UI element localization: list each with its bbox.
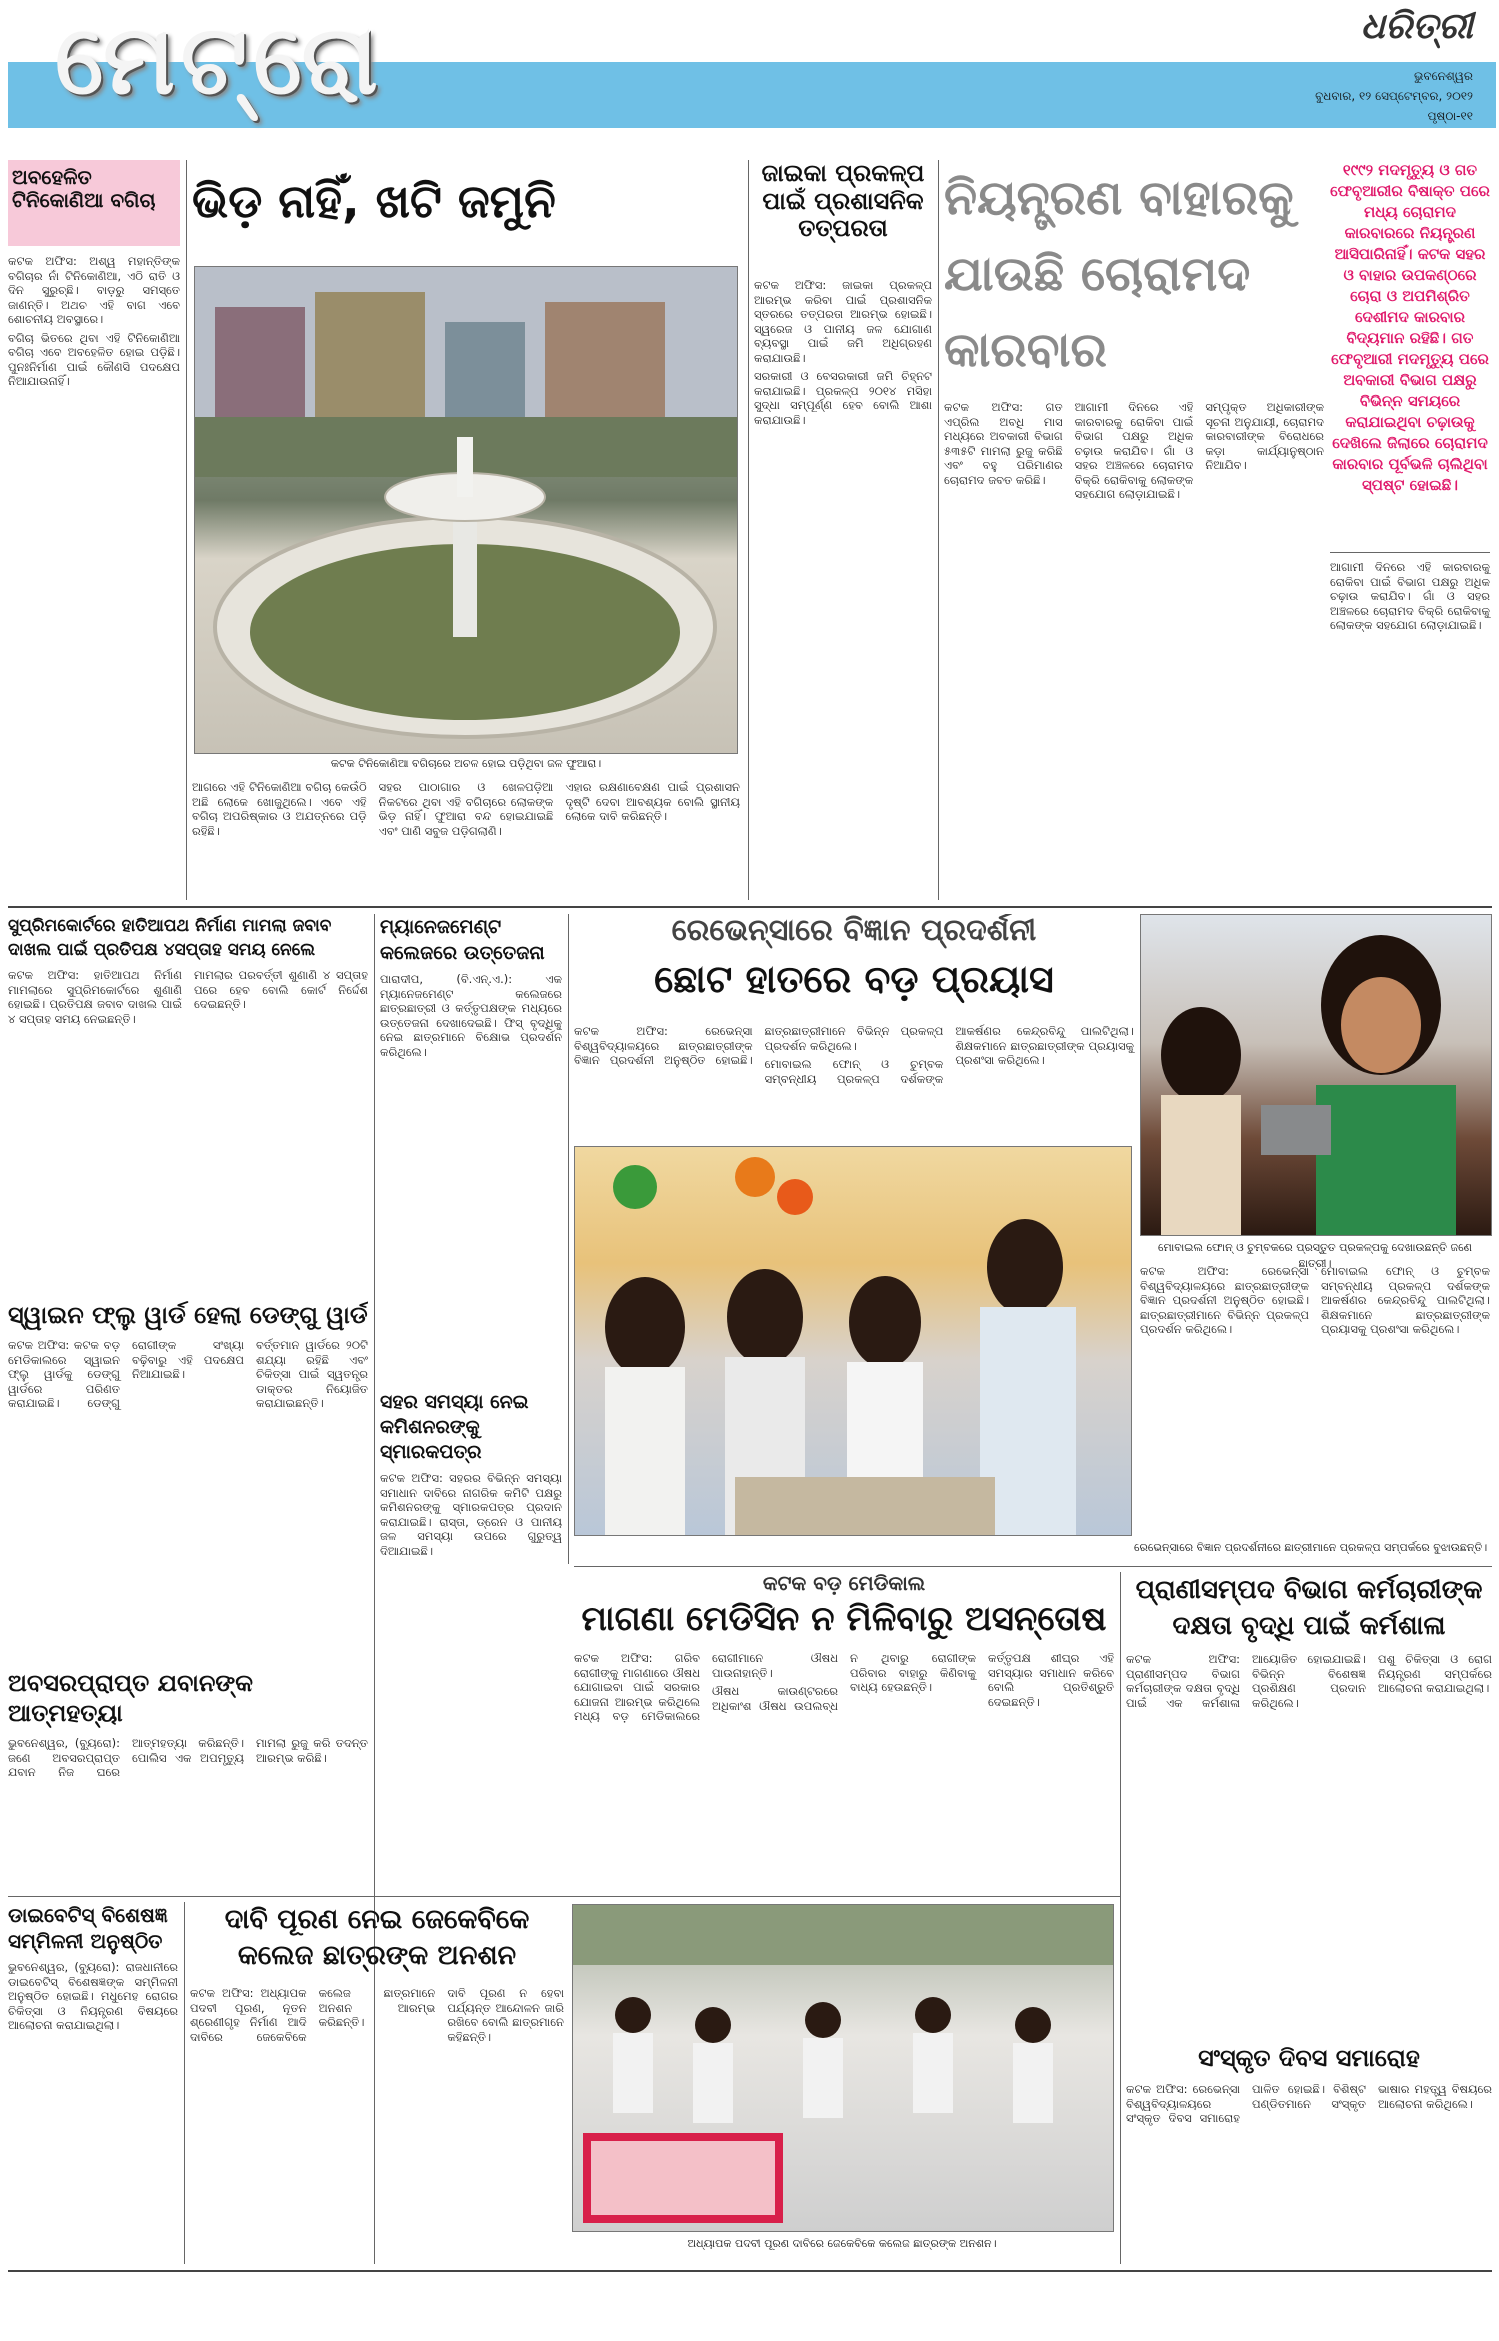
paragraph: କଟକ ଅଫିସ: ଅଧ୍ୟାପକ ପଦବୀ ପୂରଣ, ନୂତନ ଶ୍ରେଣୀଗୃହ ନିର୍ମାଣ ଆଦି ଦାବିରେ ଜେକେବିକେ କଲେଜ ଛାତ୍ରମାନେ ଅନଶନ ଆରମ୍ଭ କରିଛନ୍ତି।: [190, 1986, 436, 2044]
masthead-page: ପୃଷ୍ଠା-୧୧: [1427, 109, 1473, 123]
article-supreme-court: [8, 914, 368, 1294]
article-sidebar: ୧୯୯୨ ମଦମୃତ୍ୟୁ ଓ ଗତ ଫେବୃଆରୀର ବିଷାକ୍ତ ପରେ ମଧ୍ୟ ଚୋରାମଦ କାରବାରରେ ନିୟନ୍ତ୍ରଣ ଆସିପାରିନାହିଁ। କଟକ ସହର ଓ ବାହାର ଉପକଣ୍ଠରେ ଚୋରା ଓ ଅପମିଶ୍ରିତ ଦେଶୀମଦ କାରବାର ବିଦ୍ୟମାନ ରହିଛି। ଗତ ଫେବୃଆରୀ ମଦମୃତ୍ୟୁ ପରେ ଅବକାରୀ ବିଭାଗ ପକ୍ଷରୁ ବିଭିନ୍ନ ସମୟରେ କରାଯାଇଥିବା ଚଢ଼ାଉକୁ ଦେଖିଲେ ଜିଲାରେ ଚୋରାମଦ କାରବାର ପୂର୍ବଭଳି ଚାଲିଥିବା ସ୍ପଷ୍ଟ ହୋଇଛି।: [1330, 161, 1490, 494]
column-rule: [1120, 1572, 1121, 2264]
masthead: [0, 0, 1499, 130]
article-headline: ମ୍ୟାନେଜମେଣ୍ଟ କଲେଜରେ ଉତ୍ତେଜନା: [380, 916, 545, 964]
article-body: [192, 780, 740, 898]
section-rule: [8, 1896, 1120, 1897]
article-suicide: [8, 1668, 368, 1888]
paragraph: କଟକ ଅଫିସ: ପ୍ରାଣୀସମ୍ପଦ ବିଭାଗ କର୍ମଚାରୀଙ୍କ ଦକ୍ଷତା ବୃଦ୍ଧି ପାଇଁ ଏକ କର୍ମଶାଳା ଆୟୋଜିତ ହୋଇଯାଇଛି। ବିଭିନ୍ନ ବିଶେଷଜ୍ଞ ପ୍ରଶିକ୍ଷଣ ପ୍ରଦାନ କରିଥିଲେ।: [1126, 1652, 1366, 1710]
article-management-college: [380, 914, 562, 1214]
paragraph: କଟକ ଅଫିସ: ରେଭେନ୍ସା ବିଶ୍ୱବିଦ୍ୟାଳୟରେ ସଂସ୍କୃତ ଦିବସ ସମାରୋହ ପାଳିତ ହୋଇଛି। ବିଶିଷ୍ଟ ପଣ୍ଡିତମାନେ ସଂସ୍କୃତ ଭାଷାର ମହତ୍ତ୍ୱ ବିଷୟରେ ଆଲୋଚନା କରିଥିଲେ।: [1126, 2082, 1492, 2125]
article-body: [944, 400, 1324, 896]
article-hooch: [944, 160, 1492, 900]
paragraph: ଭୁବନେଶ୍ୱର, (ବ୍ୟୁରୋ): ରାଜଧାନୀରେ ଡାଇବେଟିସ୍ ବିଶେଷଜ୍ଞଙ୍କ ସମ୍ମିଳନୀ ଅନୁଷ୍ଠିତ ହୋଇଛି। ମଧୁମେହ ରୋଗର ଚିକିତ୍ସା ଓ ନିୟନ୍ତ୍ରଣ ବିଷୟରେ ଆଲୋଚନା କରାଯାଇଥିଲା।: [8, 1960, 178, 2032]
article-body-continued: [1140, 1264, 1490, 1534]
photo-caption: କଟକ ଟିନିକୋଣିଆ ବଗିଚାରେ ଅଚଳ ହୋଇ ପଡ଼ିଥିବା ଜଳ ଫୁଆରା।: [330, 757, 602, 770]
students-illustration: [575, 1147, 1131, 1535]
section-rule: [574, 1566, 1492, 1567]
fountain-illustration: [195, 267, 737, 753]
article-free-medicine: [574, 1572, 1114, 1892]
masthead-city: ଭୁବନେଶ୍ୱର: [1414, 69, 1473, 83]
article-body: [8, 1960, 178, 2033]
article-body: [8, 1736, 368, 1888]
exhibition-caption: ରେଭେନ୍ସାରେ ବିଜ୍ଞାନ ପ୍ରଦର୍ଶନୀରେ ଛାତ୍ରୀମାନେ ପ୍ରକଳ୍ପ ସମ୍ପର୍କରେ ବୁଝାଉଛନ୍ତି।: [1134, 1541, 1488, 1554]
photo-caption: ଅଧ୍ୟାପକ ପଦବୀ ପୂରଣ ଦାବିରେ ଜେକେବିକେ କଲେଜ ଛାତ୍ରଙ୍କ ଅନଶନ।: [687, 2237, 997, 2250]
column-rule: [938, 160, 939, 900]
page-bottom-rule: [8, 2270, 1492, 2272]
paragraph: କର୍ତ୍ତୃପକ୍ଷ ଶୀଘ୍ର ଏହି ସମସ୍ୟାର ସମାଧାନ କରିବେ ବୋଲି ପ୍ରତିଶ୍ରୁତି ଦେଇଛନ୍ତି।: [988, 1651, 1114, 1709]
paragraph: ଦାବି ପୂରଣ ନ ହେବା ପର୍ଯ୍ୟନ୍ତ ଆନ୍ଦୋଳନ ଜାରି ରଖିବେ ବୋଲି ଛାତ୍ରମାନେ କହିଛନ୍ତି।: [447, 1986, 564, 2044]
portrait-caption: ମୋବାଇଲ ଫୋନ୍ ଓ ଚୁମ୍ବକରେ ପ୍ରସ୍ତୁତ ପ୍ରକଳ୍ପକୁ ଦେଖାଉଛନ୍ତି ଜଣେ ଛାତ୍ରୀ।: [1158, 1241, 1472, 1270]
paragraph: ମୋବାଇଲ ଫୋନ୍ ଓ ଚୁମ୍ବକ ସମ୍ବନ୍ଧୀୟ ପ୍ରକଳ୍ପ ଦର୍ଶକଙ୍କ ଆକର୍ଷଣର କେନ୍ଦ୍ରବିନ୍ଦୁ ପାଲଟିଥିଲା। ଶିକ୍ଷକମାନେ ଛାତ୍ରଛାତ୍ରୀଙ୍କ ପ୍ରୟାସକୁ ପ୍ରଶଂସା କରିଥିଲେ।: [764, 1024, 1134, 1086]
article-headline: ଅବସରପ୍ରାପ୍ତ ଯବାନଙ୍କ ଆତ୍ମହତ୍ୟା: [8, 1669, 253, 1727]
section-title: ମେଟ୍ରୋ: [55, 4, 384, 116]
masthead-info: [1213, 66, 1473, 126]
article-body: [574, 1651, 1114, 1881]
paragraph: କଟକ ଅଫିସ: ହାତିଆପଥ ନିର୍ମାଣ ମାମଲାରେ ସୁପ୍ରିମକୋର୍ଟରେ ଶୁଣାଣି ହୋଇଛି। ପ୍ରତିପକ୍ଷ ଜବାବ ଦାଖଲ ପାଇଁ ୪ ସପ୍ତାହ ସମୟ ନେଇଛନ୍ତି।: [8, 968, 182, 1026]
paragraph: ଆଗାମୀ ଦିନରେ ଏହି କାରବାରକୁ ରୋକିବା ପାଇଁ ବିଭାଗ ପକ୍ଷରୁ ଅଧିକ ଚଢ଼ାଉ କରାଯିବ। ଗାଁ ଓ ସହର ଅଞ୍ଚଳରେ ଚୋରାମଦ ବିକ୍ରି ରୋକିବାକୁ ଲୋକଙ୍କ ସହଯୋଗ ଲୋଡ଼ାଯାଇଛି।: [1330, 560, 1490, 632]
paragraph: କଟକ ଅଫିସ: ଗରିବ ରୋଗୀଙ୍କୁ ମାଗଣାରେ ଔଷଧ ଯୋଗାଇବା ପାଇଁ ସରକାର ଯୋଜନା ଆରମ୍ଭ କରିଥିଲେ ମଧ୍ୟ ବଡ଼ ମେଡିକାଲରେ ରୋଗୀମାନେ ଔଷଧ ପାଉନାହାନ୍ତି।: [574, 1651, 838, 1723]
article-body: [574, 1024, 1134, 1120]
article-headline: ସ୍ୱାଇନ ଫ୍ଲୁ ୱାର୍ଡ ହେଲା ଡେଙ୍ଗୁ ୱାର୍ଡ: [8, 1301, 368, 1329]
paragraph: ବର୍ତ୍ତମାନ ୱାର୍ଡରେ ୨୦ଟି ଶଯ୍ୟା ରହିଛି ଏବଂ ଚିକିତ୍ସା ପାଇଁ ସ୍ୱତନ୍ତ୍ର ଡାକ୍ତର ନିୟୋଜିତ କରାଯାଇଛନ୍ତି।: [256, 1338, 368, 1410]
article-body: [1126, 1652, 1492, 2032]
article-body: [1126, 2082, 1492, 2252]
article-headline: ମାଗଣା ମେଡିସିନ ନ ମିଳିବାରୁ ଅସନ୍ତୋଷ: [581, 1599, 1107, 1639]
article-body: [380, 972, 562, 1059]
sidebar-rule: [1330, 552, 1490, 553]
paragraph: ସମ୍ପୃକ୍ତ ଅଧିକାରୀଙ୍କ ସୂଚନା ଅନୁଯାୟୀ, ଚୋରାମଦ କାରବାରୀଙ୍କ ବିରୋଧରେ କଡ଼ା କାର୍ଯ୍ୟାନୁଷ୍ଠାନ ନିଆଯିବ।: [1205, 400, 1324, 472]
column-rule: [568, 914, 569, 1564]
newspaper-name: ଧରିତ୍ରୀ: [1360, 6, 1473, 47]
paragraph: ଭୁବନେଶ୍ୱର, (ବ୍ୟୁରୋ): ଜଣେ ଅବସରପ୍ରାପ୍ତ ଯବାନ ନିଜ ଘରେ ଆତ୍ମହତ୍ୟା କରିଛନ୍ତି। ପୋଲିସ ଏକ ଅପମୃତ୍ୟୁ ମାମଲା ରୁଜୁ କରି ତଦନ୍ତ ଆରମ୍ଭ କରିଛି।: [8, 1736, 368, 1779]
paragraph: ସହର ପାଠାଗାର ଓ ଖେଳପଡ଼ିଆ ନିକଟରେ ଥିବା ଏହି ବଗିଚାରେ ଲୋକଙ୍କ ଭିଡ଼ ନାହିଁ। ଫୁଆରା ବନ୍ଦ ହୋଇଯାଇଛି ଏବଂ ପାଣି ସବୁଜ ପଡ଼ିଗଲାଣି।: [378, 780, 554, 838]
article-animal-workshop: [1126, 1572, 1492, 2042]
article-hunger-strike: [190, 1902, 1114, 2264]
article-headline: ଦାବି ପୂରଣ ନେଇ ଜେକେବିକେ କଲେଜ ଛାତ୍ରଙ୍କ ଅନଶନ: [224, 1904, 530, 1971]
hunger-strike-photo: [572, 1904, 1114, 2232]
article-body: [754, 278, 932, 427]
column-rule: [186, 160, 187, 900]
article-kicker: ରେଭେନ୍ସାରେ ବିଜ୍ଞାନ ପ୍ରଦର୍ଶନୀ: [671, 914, 1037, 948]
paragraph: ସରକାରୀ ଓ ବେସରକାରୀ ଜମି ଚିହ୍ନଟ କରାଯାଇଛି। ପ୍ରକଳ୍ପ ୨୦୧୪ ମସିହା ସୁଦ୍ଧା ସମ୍ପୂର୍ଣ୍ଣ ହେବ ବୋଲି ଆଶା କରାଯାଉଛି।: [754, 369, 932, 427]
article-headline: ଡାଇବେଟିସ୍ ବିଶେଷଜ୍ଞ ସମ୍ମିଳନୀ ଅନୁଷ୍ଠିତ: [8, 1903, 168, 1953]
article-headline: ସୁପ୍ରିମକୋର୍ଟରେ ହାତିଆପଥ ନିର୍ମାଣ ମାମଲା ଜବାବ ଦାଖଲ ପାଇଁ ପ୍ରତିପକ୍ଷ ୪ସପ୍ତାହ ସମୟ ନେଲେ: [8, 916, 332, 960]
article-kicker: ଅବହେଳିତ ଟିନିକୋଣିଆ ବଗିଚା: [8, 160, 180, 246]
article-body-continued: [1330, 560, 1490, 896]
article-headline: ସହର ସମସ୍ୟା ନେଇ କମିଶନରଙ୍କୁ ସ୍ମାରକପତ୍ର: [380, 1391, 529, 1463]
article-body: [380, 1471, 562, 1558]
exhibition-photo: [574, 1146, 1132, 1536]
article-swine-flu: [8, 1300, 368, 1660]
article-body: [8, 968, 368, 1268]
article-jica: [754, 160, 932, 900]
section-rule: [8, 906, 1492, 908]
paragraph: ଔଷଧ କାଉଣ୍ଟରରେ ଅଧିକାଂଶ ଔଷଧ ଉପଲବ୍ଧ ନ ଥିବାରୁ ରୋଗୀଙ୍କ ପରିବାର ବାହାରୁ କିଣିବାକୁ ବାଧ୍ୟ ହେଉଛନ୍ତି।: [712, 1651, 976, 1713]
paragraph: ବଗିଚା ଭିତରେ ଥିବା ଏହି ଟିନିକୋଣିଆ ବଗିଚା ଏବେ ଅବହେଳିତ ହୋଇ ପଡ଼ିଛି। ପୁନଃନିର୍ମାଣ ପାଇଁ କୌଣସି ପଦକ୍ଷେପ ନିଆଯାଉନାହିଁ।: [8, 330, 180, 388]
masthead-date: ବୁଧବାର, ୧୨ ସେପ୍ଟେମ୍ବର, ୨୦୧୨: [1315, 89, 1473, 103]
column-rule: [748, 160, 749, 900]
article-fountain: [192, 158, 742, 900]
article-headline: ସଂସ୍କୃତ ଦିବସ ସମାରୋହ: [1198, 2044, 1420, 2072]
article-headline: ପ୍ରାଣୀସମ୍ପଦ ବିଭାଗ କର୍ମଚାରୀଙ୍କ ଦକ୍ଷତା ବୃଦ୍ଧି ପାଇଁ କର୍ମଶାଳା: [1135, 1575, 1483, 1641]
article-headline: ଜାଇକା ପ୍ରକଳ୍ପ ପାଇଁ ପ୍ରଶାସନିକ ତତ୍ପରତା: [761, 160, 925, 243]
protest-illustration: [573, 1905, 1113, 2231]
column-rule: [184, 1902, 185, 2264]
paragraph: ଆଗାମୀ ଦିନରେ ଏହି କାରବାରକୁ ରୋକିବା ପାଇଁ ବିଭାଗ ପକ୍ଷରୁ ଅଧିକ ଚଢ଼ାଉ କରାଯିବ। ଗାଁ ଓ ସହର ଅଞ୍ଚଳରେ ଚୋରାମଦ ବିକ୍ରି ରୋକିବାକୁ ଲୋକଙ୍କ ସହଯୋଗ ଲୋଡ଼ାଯାଇଛି।: [1074, 400, 1194, 501]
paragraph: କଟକ ଅଫିସ: ଗତ ଏପ୍ରିଲ ଅବଧି ମାସ ମଧ୍ୟରେ ଅବକାରୀ ବିଭାଗ ୫୩୫ଟି ମାମଲା ରୁଜୁ କରିଛି ଏବଂ ବହୁ ପରିମାଣର ଚୋରାମଦ ଜବତ କରିଛି।: [944, 400, 1063, 487]
portrait-illustration: [1141, 915, 1491, 1235]
paragraph: କଟକ ଅଫିସ: କଟକ ବଡ଼ ମେଡିକାଲରେ ସ୍ୱାଇନ ଫ୍ଲୁ ୱାର୍ଡକୁ ଡେଙ୍ଗୁ ୱାର୍ଡରେ ପରିଣତ କରାଯାଇଛି। ଡେଙ୍ଗୁ ରୋଗୀଙ୍କ ସଂଖ୍ୟା ବଢ଼ିବାରୁ ଏହି ପଦକ୍ଷେପ ନିଆଯାଇଛି।: [8, 1338, 244, 1410]
paragraph: କଟକ ଅଫିସ: ସହରର ବିଭିନ୍ନ ସମସ୍ୟା ସମାଧାନ ଦାବିରେ ନାଗରିକ କମିଟି ପକ୍ଷରୁ କମିଶନରଙ୍କୁ ସ୍ମାରକପତ୍ର ପ୍ରଦାନ କରାଯାଇଛି। ରାସ୍ତା, ଡ୍ରେନ ଓ ପାନୀୟ ଜଳ ସମସ୍ୟା ଉପରେ ଗୁରୁତ୍ୱ ଦିଆଯାଇଛି।: [380, 1471, 562, 1558]
article-science-exhibition: [574, 914, 1492, 1564]
article-headline: ଛୋଟ ହାତରେ ବଡ଼ ପ୍ରୟାସ: [654, 957, 1054, 1001]
paragraph: କଟକ ଅଫିସ: ରେଭେନ୍ସା ବିଶ୍ୱବିଦ୍ୟାଳୟରେ ଛାତ୍ରଛାତ୍ରୀଙ୍କ ବିଜ୍ଞାନ ପ୍ରଦର୍ଶନୀ ଅନୁଷ୍ଠିତ ହୋଇଛି। ଛାତ୍ରଛାତ୍ରୀମାନେ ବିଭିନ୍ନ ପ୍ରକଳ୍ପ ପ୍ରଦର୍ଶନ କରିଥିଲେ।: [1140, 1264, 1309, 1336]
article-city-memorandum: [380, 1390, 562, 1560]
article-kicker: କଟକ ବଡ଼ ମେଡିକାଲ: [762, 1572, 926, 1595]
article-body: [8, 1338, 368, 1638]
paragraph: ପାରାଦୀପ, (ବି.ଏନ୍.ଏ.): ଏକ ମ୍ୟାନେଜମେଣ୍ଟ କଲେଜରେ ଛାତ୍ରଛାତ୍ରୀ ଓ କର୍ତ୍ତୃପକ୍ଷଙ୍କ ମଧ୍ୟରେ ଉତ୍ତେଜନା ଦେଖାଦେଇଛି। ଫିସ୍ ବୃଦ୍ଧିକୁ ନେଇ ଛାତ୍ରମାନେ ବିକ୍ଷୋଭ ପ୍ରଦର୍ଶନ କରିଥିଲେ।: [380, 972, 562, 1059]
paragraph: କଟକ ଅଫିସ: ଅଶ୍ୱ ମହାନ୍ତିଙ୍କ ବଗିଚାର ନାଁ ଟିନିକୋଣିଆ, ଏଠି ରାତି ଓ ଦିନ ସୁରୁଚ୍ଛି। ବାଡ଼ରୁ ସମସ୍ତେ ଜାଣନ୍ତି। ଅଥଚ ଏହି ବାଗ ଏବେ ଶୋଚନୀୟ ଅବସ୍ଥାରେ।: [8, 254, 180, 326]
article-body: [190, 1986, 564, 2262]
article-tinikonia: [8, 160, 180, 900]
paragraph: ପଶୁ ଚିକିତ୍ସା ଓ ରୋଗ ନିୟନ୍ତ୍ରଣ ସମ୍ପର୍କରେ ଆଲୋଚନା କରାଯାଇଥିଲା।: [1378, 1652, 1492, 1695]
article-sanskrit-day: [1126, 2042, 1492, 2264]
article-diabetes: [8, 1902, 178, 2262]
paragraph: ମୋବାଇଲ ଫୋନ୍ ଓ ଚୁମ୍ବକ ସମ୍ବନ୍ଧୀୟ ପ୍ରକଳ୍ପ ଦର୍ଶକଙ୍କ ଆକର୍ଷଣର କେନ୍ଦ୍ରବିନ୍ଦୁ ପାଲଟିଥିଲା। ଶିକ୍ଷକମାନେ ଛାତ୍ରଛାତ୍ରୀଙ୍କ ପ୍ରୟାସକୁ ପ୍ରଶଂସା କରିଥିଲେ।: [1321, 1264, 1490, 1336]
paragraph: ମାମଲାର ପରବର୍ତ୍ତୀ ଶୁଣାଣି ୪ ସପ୍ତାହ ପରେ ହେବ ବୋଲି କୋର୍ଟ ନିର୍ଦ୍ଦେଶ ଦେଇଛନ୍ତି।: [194, 968, 368, 1011]
paragraph: କଟକ ଅଫିସ: ରେଭେନ୍ସା ବିଶ୍ୱବିଦ୍ୟାଳୟରେ ଛାତ୍ରଛାତ୍ରୀଙ୍କ ବିଜ୍ଞାନ ପ୍ରଦର୍ଶନୀ ଅନୁଷ୍ଠିତ ହୋଇଛି। ଛାତ୍ରଛାତ୍ରୀମାନେ ବିଭିନ୍ନ ପ୍ରକଳ୍ପ ପ୍ରଦର୍ଶନ କରିଥିଲେ।: [574, 1024, 944, 1067]
student-portrait-photo: [1140, 914, 1492, 1236]
fountain-photo: [194, 266, 738, 754]
article-body: [8, 254, 180, 389]
paragraph: ଆଗରେ ଏହି ଟିନିକୋଣିଆ ବଗିଚା କେଉଁଠି ଅଛି ଲୋକେ ଖୋଜୁଥିଲେ। ଏବେ ଏହି ବଗିଚା ଅପରିଷ୍କାର ଓ ଅଯତ୍ନରେ ପଡ଼ି ରହିଛି।: [192, 780, 367, 838]
paragraph: ଏହାର ରକ୍ଷଣାବେକ୍ଷଣ ପାଇଁ ପ୍ରଶାସନ ଦୃଷ୍ଟି ଦେବା ଆବଶ୍ୟକ ବୋଲି ସ୍ଥାନୀୟ ଲୋକେ ଦାବି କରିଛନ୍ତି।: [565, 780, 740, 823]
article-headline: ଭିଡ଼ ନାହିଁ, ଖଟି ଜମୁନି: [192, 174, 556, 228]
article-headline: ନିୟନ୍ତ୍ରଣ ବାହାରକୁ ଯାଉଛି ଚୋରାମଦ କାରବାର: [944, 170, 1294, 378]
paragraph: କଟକ ଅଫିସ: ଜାଇକା ପ୍ରକଳ୍ପ ଆରମ୍ଭ କରିବା ପାଇଁ ପ୍ରଶାସନିକ ସ୍ତରରେ ତତ୍ପରତା ଆରମ୍ଭ ହୋଇଛି। ସ୍ୱରେଜ ଓ ପାନୀୟ ଜଳ ଯୋଗାଣ ବ୍ୟବସ୍ଥା ପାଇଁ ଜମି ଅଧିଗ୍ରହଣ କରାଯାଉଛି।: [754, 278, 932, 365]
